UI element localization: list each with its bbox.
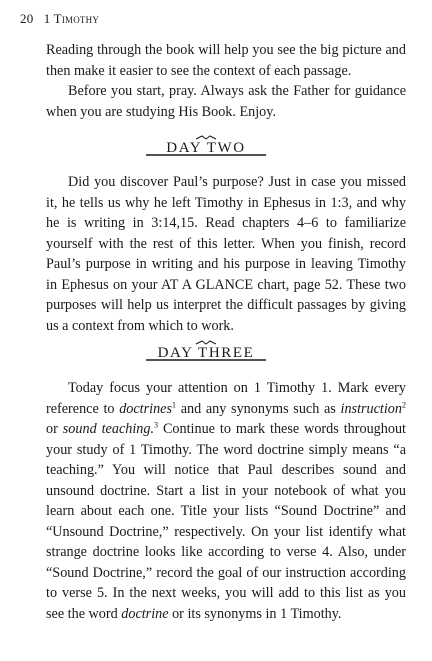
intro-paragraph-2: Before you start, pray. Always ask the Father for guidance when you are studying His Book. Enjoy. <box>46 83 406 120</box>
day-three-text <box>46 378 406 624</box>
footnote-ref-2: 2 <box>402 399 406 409</box>
footnote-ref-1: 1 <box>172 399 176 409</box>
term-instruction: instruction <box>340 400 402 417</box>
book-title: 1 Timothy <box>43 11 100 26</box>
running-header <box>20 11 99 27</box>
day-three-paragraph <box>46 378 406 624</box>
text-run: or its synonyms in 1 Timothy. <box>168 605 342 622</box>
text-run: or <box>46 421 63 437</box>
day-three-heading <box>146 340 266 364</box>
day-three-label: DAY THREE <box>157 345 255 361</box>
page-number: 20 <box>20 11 34 26</box>
day-two-paragraph: Did you discover Paul’s purpose? Just in case you missed it, he tells us why he left Timothy in Ephesus in 1:3, and why he is writing in 3:14,15. Read chapters 4–6 to familiarize yourself with the rest of this letter. When you finish, record Paul’s purpose in writing and his purpose in leaving Timothy in Ephesus on your AT A GLANCE chart, page 52. These two purposes will help us interpret the difficult passages by giving us a context from which to work. <box>46 174 406 334</box>
intro-text <box>46 40 406 122</box>
term-doctrine: doctrine <box>121 605 169 622</box>
day-two-text <box>46 172 406 336</box>
day-two-label: DAY TWO <box>166 140 246 156</box>
intro-paragraph-1: Reading through the book will help you see the big picture and then make it easier to see the context of each passage. <box>46 42 406 79</box>
day-two-heading <box>146 135 266 159</box>
text-run: Continue to mark these words throughout your study of 1 Timothy. The word doctrine simply means “a teaching.” You will notice that Paul describes sound and unsound doctrine. Start a list in your notebook of what you learn about each one. Title your lists “Sound Doctrine” and “Unsound Doctrine,” respectively. On your list identify what strange doctrine looks like according to verse 4. Also, under “Sound Doctrine,” record the goal of our instruction according to verse 5. In the next weeks, you will add to this list as you see the word <box>46 421 406 622</box>
term-doctrines: doctrines <box>119 400 172 417</box>
term-sound-teaching: sound teaching. <box>62 421 155 437</box>
text-run: and any synonyms such as <box>176 400 341 417</box>
text-run: Today focus your attention on 1 Timothy 1. Mark every reference to <box>46 380 406 417</box>
footnote-ref-3: 3 <box>154 420 159 430</box>
